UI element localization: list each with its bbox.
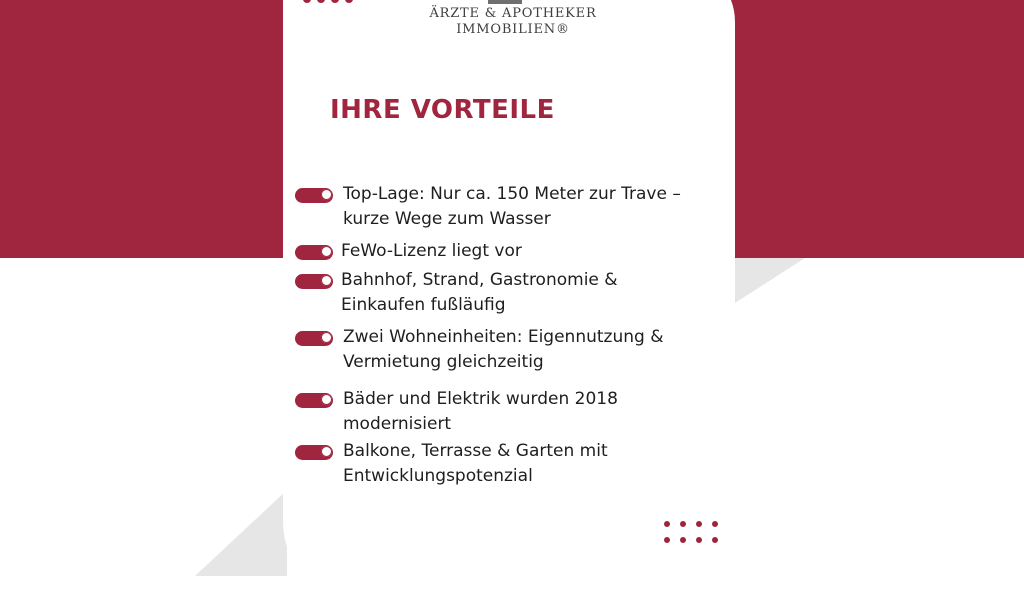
- benefit-line-2: kurze Wege zum Wasser: [343, 209, 551, 229]
- toggle-icon: [295, 445, 333, 460]
- dot: [664, 521, 670, 527]
- toggle-icon: [295, 188, 333, 203]
- benefit-line-1: Bahnhof, Strand, Gastronomie &: [341, 270, 618, 290]
- benefit-line-2: Vermietung gleichzeitig: [343, 352, 544, 372]
- toggle-icon: [295, 245, 333, 260]
- logo: [393, 6, 633, 37]
- benefit-line-2: Einkaufen fußläufig: [341, 295, 506, 315]
- benefit-text: [343, 325, 703, 375]
- benefit-line-1: Top-Lage: Nur ca. 150 Meter zur Trave –: [343, 184, 681, 204]
- dot: [317, 0, 325, 3]
- benefit-text: [343, 182, 703, 232]
- dot: [331, 0, 339, 3]
- benefit-line-2: Entwicklungspotenzial: [343, 466, 533, 486]
- toggle-icon: [295, 331, 333, 346]
- decorative-dots-bottom: [664, 521, 719, 543]
- dot: [680, 537, 686, 543]
- toggle-icon: [295, 274, 333, 289]
- decorative-shadow-left: [195, 490, 287, 576]
- benefit-text: [343, 387, 703, 437]
- toggle-icon: [295, 393, 333, 408]
- logo-line-1: ÄRZTE & APOTHEKER: [429, 6, 597, 21]
- dot: [664, 537, 670, 543]
- decorative-dots-top: [303, 0, 353, 3]
- benefit-line-1: Bäder und Elektrik wurden 2018: [343, 389, 618, 409]
- decorative-shadow-right: [735, 258, 805, 303]
- logo-line-2: IMMOBILIEN®: [456, 21, 570, 37]
- benefit-line-1: Zwei Wohneinheiten: Eigennutzung &: [343, 327, 664, 347]
- benefit-text: [341, 268, 701, 318]
- benefit-text: [341, 239, 701, 264]
- benefit-line-1: FeWo-Lizenz liegt vor: [341, 241, 522, 261]
- dot: [696, 537, 702, 543]
- benefit-text: [343, 439, 703, 489]
- dot: [712, 537, 718, 543]
- dot: [712, 521, 718, 527]
- dot: [303, 0, 311, 3]
- dot: [696, 521, 702, 527]
- dot: [345, 0, 353, 3]
- logo-icon: [488, 0, 522, 4]
- benefit-line-2: modernisiert: [343, 414, 452, 434]
- section-heading: IHRE VORTEILE: [330, 95, 555, 125]
- dot: [680, 521, 686, 527]
- benefit-line-1: Balkone, Terrasse & Garten mit: [343, 441, 608, 461]
